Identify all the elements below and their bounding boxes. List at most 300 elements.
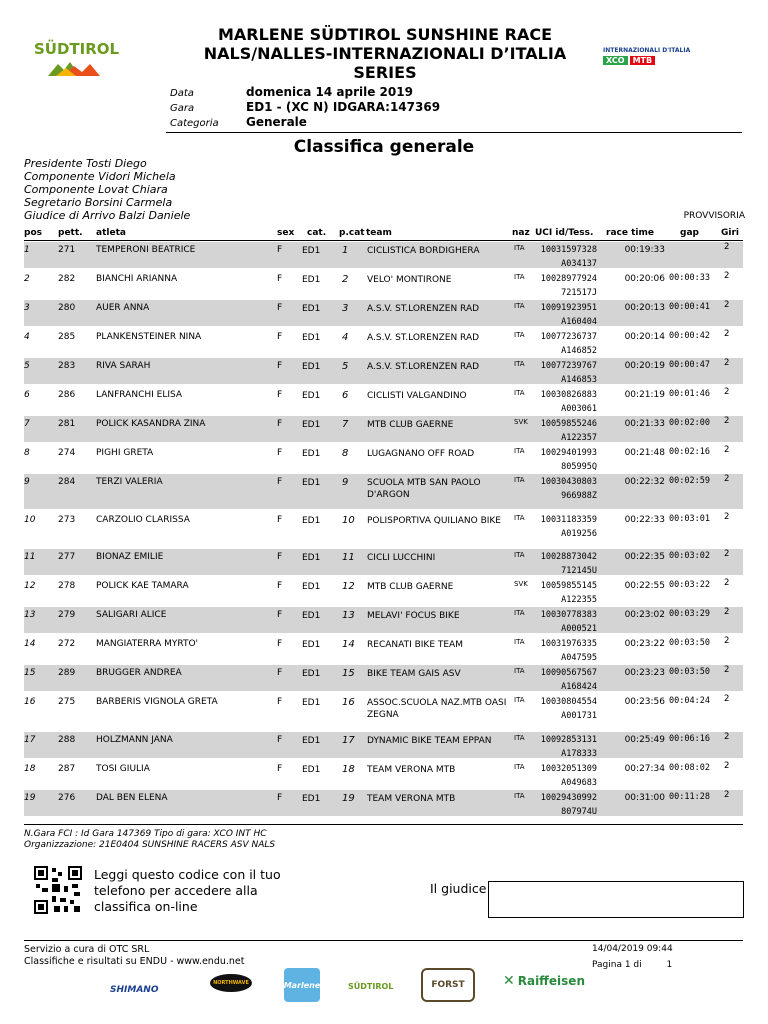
cell-cat: ED1 xyxy=(302,246,321,256)
cell-giri: 2 xyxy=(724,474,730,484)
cell-giri: 2 xyxy=(724,242,730,252)
jury-member-1: Componente Vidori Michela xyxy=(24,170,176,183)
footnote-line-1: N.Gara FCI : Id Gara 147369 Tipo di gara: XCO INT HC xyxy=(24,829,267,839)
categoria-value: Generale xyxy=(246,115,307,129)
table-row xyxy=(24,512,743,547)
sudtirol-logo xyxy=(34,40,120,80)
cell-uci xyxy=(531,733,597,761)
cell-naz: ITA xyxy=(514,331,525,339)
cell-giri: 2 xyxy=(724,665,730,675)
raiffeisen-cross-icon: ✕ xyxy=(503,973,515,989)
cell-naz: ITA xyxy=(514,447,525,455)
sponsor-northwave xyxy=(210,974,252,992)
mtb-badge: MTB xyxy=(630,56,656,65)
sponsor-sudtirol xyxy=(348,974,393,993)
cell-pcat: 10 xyxy=(342,515,355,526)
cell-giri: 2 xyxy=(724,549,730,559)
cell-uci-id: 10091923951 xyxy=(540,303,597,313)
cell-cat: ED1 xyxy=(302,275,321,285)
cell-pos: 14 xyxy=(24,639,36,649)
cell-giri: 2 xyxy=(724,358,730,368)
cell-gap: 00:03:29 xyxy=(669,609,710,619)
table-row xyxy=(24,790,743,816)
cell-gap: 00:02:59 xyxy=(669,476,710,486)
cell-pcat: 17 xyxy=(342,735,355,746)
sponsor-raiffeisen-text: Raiffeisen xyxy=(517,974,585,988)
jury-member-2: Componente Lovat Chiara xyxy=(24,183,168,196)
cell-naz: ITA xyxy=(514,696,525,704)
cell-tessera: A000521 xyxy=(561,624,597,634)
cell-pett: 275 xyxy=(58,697,76,707)
cell-gap: 00:00:33 xyxy=(669,273,710,283)
cell-team: SCUOLA MTB SAN PAOLO D'ARGON xyxy=(367,478,481,500)
cell-uci-id: 10031183359 xyxy=(540,515,597,525)
cell-atleta: AUER ANNA xyxy=(96,303,150,313)
cell-uci xyxy=(531,550,597,578)
cell-tessera: 721517J xyxy=(561,288,597,298)
cell-time: 00:22:35 xyxy=(624,552,665,562)
cell-tessera: A160404 xyxy=(561,317,597,327)
cell-time: 00:19:33 xyxy=(624,245,665,255)
sudtirol-mountain-icon xyxy=(34,58,114,78)
cell-gap: 00:00:41 xyxy=(669,302,710,312)
cell-pcat: 6 xyxy=(342,390,349,401)
cell-time: 00:27:34 xyxy=(624,764,665,774)
cell-atleta: TERZI VALERIA xyxy=(96,477,163,487)
service-credits xyxy=(24,944,245,968)
cell-giri: 2 xyxy=(724,636,730,646)
cell-atleta: CARZOLIO CLARISSA xyxy=(96,515,190,525)
col-pett: pett. xyxy=(58,228,83,238)
cell-pos: 4 xyxy=(24,332,30,342)
table-row xyxy=(24,732,743,758)
sponsor-forst xyxy=(421,968,475,1002)
cell-pos: 9 xyxy=(24,477,30,487)
table-row xyxy=(24,665,743,691)
cell-tessera: A122357 xyxy=(561,433,597,443)
cell-uci xyxy=(531,301,597,329)
cell-pcat: 2 xyxy=(342,274,349,285)
table-row xyxy=(24,578,743,604)
sponsor-shimano xyxy=(110,977,158,996)
cell-uci-id: 10030778383 xyxy=(540,610,597,620)
cell-pcat: 15 xyxy=(342,668,355,679)
col-gap: gap xyxy=(680,228,699,238)
cell-naz: ITA xyxy=(514,244,525,252)
cell-tessera: 805995Q xyxy=(561,462,597,472)
cell-team: BIKE TEAM GAIS ASV xyxy=(367,669,461,679)
cell-uci-id: 10092853131 xyxy=(540,735,597,745)
cell-team: ASSOC.SCUOLA NAZ.MTB OASI ZEGNA xyxy=(367,698,507,720)
cell-gap: 00:03:50 xyxy=(669,667,710,677)
cell-gap: 00:08:02 xyxy=(669,763,710,773)
cell-naz: SVK xyxy=(514,580,528,588)
cell-gap: 00:03:01 xyxy=(669,514,710,524)
cell-cat: ED1 xyxy=(302,478,321,488)
page-label: Pagina 1 di xyxy=(592,960,642,970)
col-pos: pos xyxy=(24,228,42,238)
cell-uci-id: 10030804554 xyxy=(540,697,597,707)
table-row xyxy=(24,387,743,413)
col-giri: Giri xyxy=(721,228,739,238)
cell-sex: F xyxy=(277,610,283,620)
page-indicator xyxy=(592,960,672,970)
cell-cat: ED1 xyxy=(302,362,321,372)
cell-atleta: BRUGGER ANDREA xyxy=(96,668,182,678)
sponsor-sudtirol-text: SÜDTIROL xyxy=(348,982,394,991)
cell-pett: 280 xyxy=(58,303,76,313)
cell-cat: ED1 xyxy=(302,765,321,775)
title-line-3: SERIES xyxy=(353,63,417,82)
cell-atleta: TOSI GIULIA xyxy=(96,764,150,774)
cell-time: 00:20:06 xyxy=(624,274,665,284)
cell-pos: 12 xyxy=(24,581,36,591)
cell-tessera: A146853 xyxy=(561,375,597,385)
cell-pos: 18 xyxy=(24,764,36,774)
cell-uci xyxy=(531,762,597,790)
table-row xyxy=(24,607,743,633)
cell-gap: 00:03:02 xyxy=(669,551,710,561)
cell-pos: 1 xyxy=(24,245,30,255)
title-line-1: MARLENE SÜDTIROL SUNSHINE RACE xyxy=(217,25,553,44)
cell-giri: 2 xyxy=(724,512,730,522)
cell-pcat: 19 xyxy=(342,793,355,804)
cell-naz: ITA xyxy=(514,734,525,742)
cell-uci xyxy=(531,330,597,358)
status-label: PROVVISORIA xyxy=(683,211,745,221)
cell-uci-id: 10029430992 xyxy=(540,793,597,803)
cell-sex: F xyxy=(277,581,283,591)
cell-cat: ED1 xyxy=(302,449,321,459)
service-line-1: Servizio a cura di OTC SRL xyxy=(24,944,150,955)
table-row xyxy=(24,445,743,471)
cell-gap: 00:01:46 xyxy=(669,389,710,399)
cell-pett: 288 xyxy=(58,735,76,745)
table-row xyxy=(24,416,743,442)
cell-giri: 2 xyxy=(724,607,730,617)
cell-tessera: A047595 xyxy=(561,653,597,663)
cell-naz: ITA xyxy=(514,638,525,646)
cell-sex: F xyxy=(277,639,283,649)
cell-uci-id: 10059855246 xyxy=(540,419,597,429)
cell-sex: F xyxy=(277,332,283,342)
footer-divider xyxy=(24,940,743,941)
cell-team: TEAM VERONA MTB xyxy=(367,765,456,775)
cell-sex: F xyxy=(277,735,283,745)
cell-time: 00:22:32 xyxy=(624,477,665,487)
cell-cat: ED1 xyxy=(302,794,321,804)
cell-pett: 272 xyxy=(58,639,76,649)
col-atleta: atleta xyxy=(96,228,126,238)
cell-atleta: TEMPERONI BEATRICE xyxy=(96,245,196,255)
cell-giri: 2 xyxy=(724,271,730,281)
cell-giri: 2 xyxy=(724,790,730,800)
cell-uci xyxy=(531,388,597,416)
cell-sex: F xyxy=(277,274,283,284)
qr-code-icon[interactable] xyxy=(34,866,82,914)
giudice-label: Il giudice xyxy=(430,881,487,896)
jury-judge: Giudice di Arrivo Balzi Daniele xyxy=(24,209,191,222)
gara-label: Gara xyxy=(170,103,195,114)
cell-pos: 13 xyxy=(24,610,36,620)
cell-tessera: A146852 xyxy=(561,346,597,356)
categoria-label: Categoria xyxy=(170,118,219,129)
cell-sex: F xyxy=(277,361,283,371)
cell-pcat: 9 xyxy=(342,477,349,488)
cell-pcat: 3 xyxy=(342,303,349,314)
table-row xyxy=(24,242,743,268)
cell-pett: 284 xyxy=(58,477,76,487)
cell-pett: 285 xyxy=(58,332,76,342)
table-row xyxy=(24,694,743,729)
cell-naz: ITA xyxy=(514,476,525,484)
cell-time: 00:20:14 xyxy=(624,332,665,342)
cell-tessera: 712145U xyxy=(561,566,597,576)
cell-time: 00:23:23 xyxy=(624,668,665,678)
cell-cat: ED1 xyxy=(302,420,321,430)
cell-atleta: PIGHI GRETA xyxy=(96,448,154,458)
cell-giri: 2 xyxy=(724,761,730,771)
cell-team: MTB CLUB GAERNE xyxy=(367,420,454,430)
cell-team: RECANATI BIKE TEAM xyxy=(367,640,463,650)
col-sex: sex xyxy=(277,228,295,238)
cell-gap: 00:02:16 xyxy=(669,447,710,457)
sponsor-raiffeisen xyxy=(503,973,585,989)
cell-naz: ITA xyxy=(514,273,525,281)
cell-uci-id: 10031976335 xyxy=(540,639,597,649)
cell-naz: ITA xyxy=(514,792,525,800)
sponsor-northwave-text: NORTHWAVE xyxy=(213,980,249,986)
cell-atleta: LANFRANCHI ELISA xyxy=(96,390,183,400)
cell-time: 00:21:19 xyxy=(624,390,665,400)
cell-naz: ITA xyxy=(514,763,525,771)
page-total: 1 xyxy=(666,960,673,970)
table-row xyxy=(24,761,743,787)
section-title: Classifica generale xyxy=(293,137,475,157)
cell-giri: 2 xyxy=(724,445,730,455)
cell-sex: F xyxy=(277,448,283,458)
cell-team: TEAM VERONA MTB xyxy=(367,794,456,804)
cell-giri: 2 xyxy=(724,300,730,310)
col-pcat: p.cat xyxy=(339,228,365,238)
cell-pcat: 12 xyxy=(342,581,355,592)
cell-sex: F xyxy=(277,764,283,774)
cell-time: 00:23:02 xyxy=(624,610,665,620)
cell-pos: 3 xyxy=(24,303,30,313)
cell-pcat: 11 xyxy=(342,552,355,563)
cell-pett: 279 xyxy=(58,610,76,620)
cell-sex: F xyxy=(277,668,283,678)
cell-team: MELAVI' FOCUS BIKE xyxy=(367,611,460,621)
cell-time: 00:21:48 xyxy=(624,448,665,458)
footnote-line-2: Organizzazione: 21E0404 SUNSHINE RACERS ASV NALS xyxy=(24,840,276,850)
cell-pos: 10 xyxy=(24,515,36,525)
cell-tessera: A122355 xyxy=(561,595,597,605)
cell-naz: ITA xyxy=(514,360,525,368)
cell-sex: F xyxy=(277,390,283,400)
cell-naz: ITA xyxy=(514,302,525,310)
cell-cat: ED1 xyxy=(302,516,321,526)
cell-gap: 00:11:28 xyxy=(669,792,710,802)
cell-uci xyxy=(531,579,597,607)
cell-team: CICLI LUCCHINI xyxy=(367,553,436,563)
cell-atleta: HOLZMANN JANA xyxy=(96,735,173,745)
cell-uci xyxy=(531,243,597,271)
cell-naz: ITA xyxy=(514,389,525,397)
cell-sex: F xyxy=(277,793,283,803)
cell-time: 00:23:56 xyxy=(624,697,665,707)
table-row xyxy=(24,329,743,355)
cell-uci-id: 10029401993 xyxy=(540,448,597,458)
table-bottom-divider xyxy=(24,824,743,825)
cell-time: 00:22:55 xyxy=(624,581,665,591)
cell-uci-id: 10090567567 xyxy=(540,668,597,678)
table-header xyxy=(24,228,743,240)
cell-atleta: DAL BEN ELENA xyxy=(96,793,168,803)
cell-team: MTB CLUB GAERNE xyxy=(367,582,454,592)
cell-team: POLISPORTIVA QUILIANO BIKE xyxy=(367,516,501,526)
cell-sex: F xyxy=(277,245,283,255)
cell-atleta: BIANCHI ARIANNA xyxy=(96,274,178,284)
cell-giri: 2 xyxy=(724,387,730,397)
giudice-signature-box xyxy=(488,881,744,918)
cell-pett: 278 xyxy=(58,581,76,591)
col-naz: naz xyxy=(512,228,530,238)
cell-pett: 277 xyxy=(58,552,76,562)
header-divider xyxy=(166,132,742,133)
cell-team: A.S.V. ST.LORENZEN RAD xyxy=(367,362,480,372)
cell-naz: SVK xyxy=(514,418,528,426)
internazionali-logo-text: INTERNAZIONALI D'ITALIA xyxy=(603,47,691,54)
cell-pett: 286 xyxy=(58,390,76,400)
cell-atleta: POLICK KAE TAMARA xyxy=(96,581,189,591)
cell-giri: 2 xyxy=(724,578,730,588)
cell-cat: ED1 xyxy=(302,553,321,563)
cell-time: 00:25:49 xyxy=(624,735,665,745)
cell-cat: ED1 xyxy=(302,698,321,708)
cell-atleta: RIVA SARAH xyxy=(96,361,151,371)
cell-team: CICLISTICA BORDIGHERA xyxy=(367,246,480,256)
cell-uci-id: 10030826883 xyxy=(540,390,597,400)
cell-uci xyxy=(531,359,597,387)
cell-pos: 2 xyxy=(24,274,30,284)
table-row xyxy=(24,549,743,575)
cell-team: LUGAGNANO OFF ROAD xyxy=(367,449,475,459)
cell-naz: ITA xyxy=(514,667,525,675)
cell-pcat: 7 xyxy=(342,419,349,430)
cell-giri: 2 xyxy=(724,329,730,339)
cell-uci-id: 10059855145 xyxy=(540,581,597,591)
cell-pcat: 14 xyxy=(342,639,355,650)
cell-pos: 8 xyxy=(24,448,30,458)
cell-giri: 2 xyxy=(724,732,730,742)
cell-pcat: 13 xyxy=(342,610,355,621)
cell-tessera: 966988Z xyxy=(561,491,597,501)
cell-pos: 5 xyxy=(24,361,30,371)
sponsor-forst-text: FORST xyxy=(431,980,465,990)
table-row xyxy=(24,271,743,297)
cell-giri: 2 xyxy=(724,416,730,426)
cell-gap: 00:06:16 xyxy=(669,734,710,744)
cell-pett: 271 xyxy=(58,245,76,255)
cell-sex: F xyxy=(277,552,283,562)
cell-sex: F xyxy=(277,697,283,707)
race-title xyxy=(150,25,620,82)
cell-tessera: A019256 xyxy=(561,529,597,539)
cell-pos: 15 xyxy=(24,668,36,678)
cell-pcat: 4 xyxy=(342,332,349,343)
cell-time: 00:20:13 xyxy=(624,303,665,313)
cell-uci xyxy=(531,272,597,300)
col-uci: UCI id/Tess. xyxy=(535,228,594,238)
cell-pett: 289 xyxy=(58,668,76,678)
cell-atleta: POLICK KASANDRA ZINA xyxy=(96,419,206,429)
sponsor-shimano-text: SHIMANO xyxy=(110,985,159,995)
cell-pos: 6 xyxy=(24,390,30,400)
cell-pcat: 1 xyxy=(342,245,349,256)
col-time: race time xyxy=(606,228,654,238)
cell-atleta: MANGIATERRA MYRTO' xyxy=(96,639,199,649)
cell-pett: 287 xyxy=(58,764,76,774)
jury-secretary: Segretario Borsini Carmela xyxy=(24,196,173,209)
cell-pett: 273 xyxy=(58,515,76,525)
cell-uci xyxy=(531,791,597,819)
cell-pos: 17 xyxy=(24,735,36,745)
cell-uci xyxy=(531,637,597,665)
cell-sex: F xyxy=(277,515,283,525)
print-datetime: 14/04/2019 09:44 xyxy=(592,944,673,954)
cell-uci-id: 10028873042 xyxy=(540,552,597,562)
jury-list xyxy=(24,157,190,222)
cell-cat: ED1 xyxy=(302,304,321,314)
service-line-2[interactable]: Classifiche e risultati su ENDU - www.endu.net xyxy=(24,956,245,967)
cell-time: 00:20:19 xyxy=(624,361,665,371)
cell-uci xyxy=(531,666,597,694)
title-line-2: NALS/NALLES-INTERNAZIONALI D’ITALIA xyxy=(203,44,567,63)
cell-pcat: 5 xyxy=(342,361,349,372)
cell-tessera: A049683 xyxy=(561,778,597,788)
col-cat: cat. xyxy=(307,228,327,238)
cell-uci-id: 10077236737 xyxy=(540,332,597,342)
cell-sex: F xyxy=(277,477,283,487)
cell-time: 00:21:33 xyxy=(624,419,665,429)
cell-naz: ITA xyxy=(514,514,525,522)
sponsor-marlene-text: Marlene xyxy=(283,980,321,990)
cell-atleta: BIONAZ EMILIE xyxy=(96,552,164,562)
table-row xyxy=(24,358,743,384)
cell-naz: ITA xyxy=(514,551,525,559)
table-row xyxy=(24,474,743,509)
cell-cat: ED1 xyxy=(302,333,321,343)
cell-pett: 282 xyxy=(58,274,76,284)
cell-pos: 16 xyxy=(24,697,36,707)
cell-naz: ITA xyxy=(514,609,525,617)
cell-gap: 00:00:42 xyxy=(669,331,710,341)
sudtirol-logo-text: SÜDTIROL xyxy=(34,40,120,58)
cell-team: VELO' MONTIRONE xyxy=(367,275,452,285)
cell-pos: 11 xyxy=(24,552,36,562)
jury-president: Presidente Tosti Diego xyxy=(24,157,147,170)
cell-gap: 00:03:50 xyxy=(669,638,710,648)
cell-uci xyxy=(531,417,597,445)
cell-cat: ED1 xyxy=(302,611,321,621)
cell-cat: ED1 xyxy=(302,640,321,650)
cell-pos: 19 xyxy=(24,793,36,803)
cell-cat: ED1 xyxy=(302,736,321,746)
cell-pett: 281 xyxy=(58,419,76,429)
cell-time: 00:31:00 xyxy=(624,793,665,803)
cell-gap: 00:02:00 xyxy=(669,418,710,428)
